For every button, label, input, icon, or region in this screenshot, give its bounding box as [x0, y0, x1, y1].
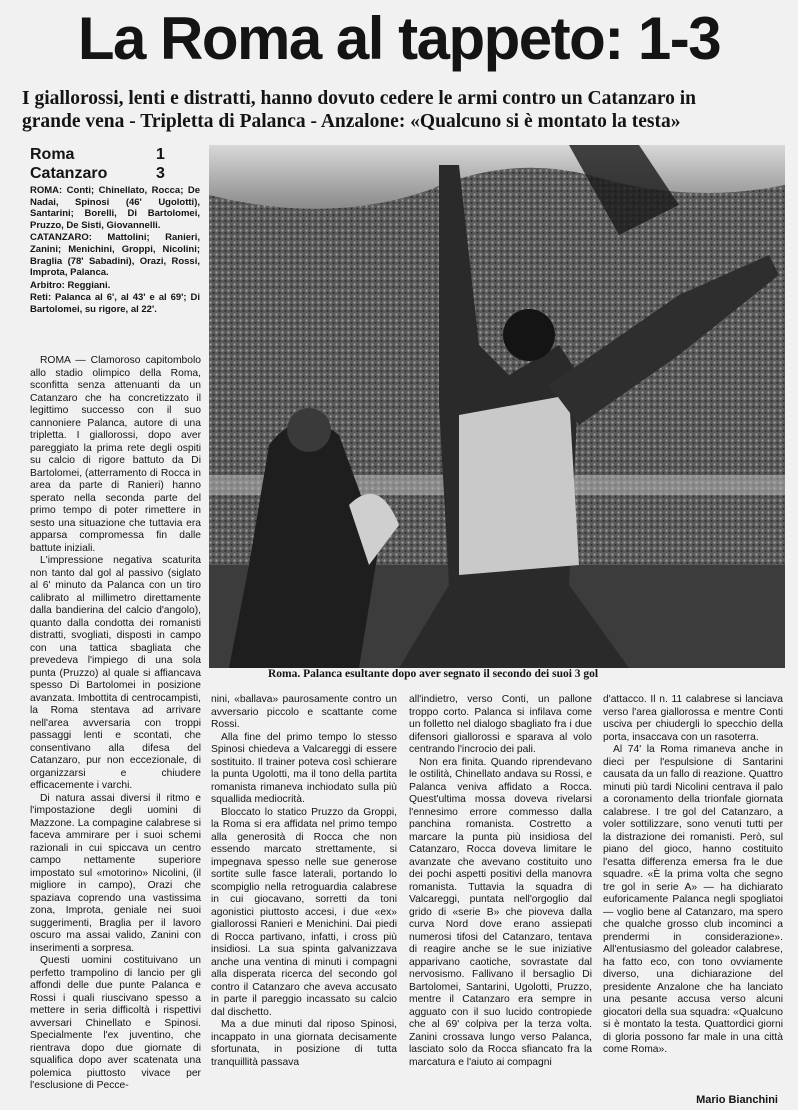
- goal-scorers: Reti: Palanca al 6', al 43' e al 69'; Di Bartolomei, su rigore, al 22'.: [30, 292, 200, 315]
- article-paragraph: Alla fine del primo tempo lo stesso Spinosi chiedeva a Valcareggi di essere sostituito. Il trainer poteva così schierare la punta Ugolotti, ma il tono della partita romanista rimaneva inchiodato sulla più squallida mediocrità.: [211, 731, 397, 805]
- match-photo: [209, 145, 785, 668]
- article-paragraph: Al 74' la Roma rimaneva anche in dieci per l'espulsione di Santarini causata da un fallo di reazione. Quattro minuti più tardi Nicolini centrava il palo a coronamento della trionfale giornata calabrese. I tre gol del Catanzaro, a voler sottilizzare, sono venuti tutti per la distrazione dei romanisti. Però, sul piano del gioco, hanno costituito l'esatta differenza emersa fra le due squadre. «È la prima volta che segno tre gol in serie A» — ha dichiarato euforicamente Palanca negli spogliatoi — voglio bene al Catanzaro, ma spero che qualche grosso club incominci a prendermi in considerazione». All'entusiasmo del goleador calabrese, ha fatto eco, con tono ovviamente diverso, una dichiarazione del presidente Anzalone che ha lanciato una pesante accusa verso alcuni giocatori della sua squadra: «Qualcuno si è montato la testa. Quattordici giorni di gloria possono far male in una città come Roma».: [603, 744, 783, 1055]
- article-paragraph: Ma a due minuti dal riposo Spinosi, incappato in una giornata decisamente sfortunata, in posizione di tutta tranquillità passava: [211, 1019, 397, 1068]
- home-goals: 1: [156, 146, 165, 163]
- article-paragraph: Questi uomini costituivano un perfetto trampolino di lancio per gli affondi delle due punte Palanca e Rossi i quali riuscivano spesso a mettere in seria difficoltà i rispettivi avversari Chinellato e Spinosi. Specialmente l'ex juventino, che rientrava dopo due giornate di squalifica dopo aver scatenata una polemica piuttosto vivace per l'esclusione di Pecce-: [30, 955, 201, 1091]
- article-paragraph: ROMA — Clamoroso capitombolo allo stadio olimpico della Roma, sconfitta senza attenuanti da un Catanzaro che ha concretizzato il legittimo successo con il suo cannoniere Palanca, autore di una tripletta. I giallorossi, dopo aver pareggiato la prima rete degli ospiti su calcio di rigore battuto da Di Bartolomei, (atterramento di Rocca in area da parte di Ranieri) hanno sperato nella seconda parte del primo tempo di poter rimettere in sesto una situazione che tuttavia era apparsa compromessa fin dalle battute iniziali.: [30, 355, 201, 554]
- headline: La Roma al tappeto: 1-3: [77, 5, 721, 72]
- article-paragraph: all'indietro, verso Conti, un pallone troppo corto. Palanca si infilava come un folletto nel dialogo sbagliato fra i due difensori giallorossi e sparava al volo centrando l'incrocio dei pali.: [409, 694, 592, 755]
- away-goals: 3: [156, 165, 165, 182]
- author-signature: Mario Bianchini: [696, 1094, 778, 1106]
- article-paragraph: L'impressione negativa scaturita non tanto dal gol al passivo (siglato al 6' minuto da Palanca con un tiro calibrato al millimetro direttamente dalla bandierina del calcio d'angolo), quanto dalla condotta dei romanisti distratti, svogliati, disposti in campo con una tattica sbagliata che prevedeva l'impiego di una sola punta (Pruzzo) al quale si affiancava spesso Di Bartolomei in posizione avanzata. Imbottita di centrocampisti, la Roma stentava ad arrivare nell'area avversaria con troppi passaggi lenti e scontati, che consentivano alla difesa del Catanzaro, pur non eccezionale, di organizzarsi e chiudere efficacemente i varchi.: [30, 555, 201, 791]
- subhead-line-2: grande vena - Tripletta di Palanca - Anzalone: «Qualcuno si è montato la testa»: [22, 111, 681, 132]
- article-column-4: [603, 694, 783, 1057]
- article-paragraph: nini, «ballava» paurosamente contro un avversario piccolo e scattante come Rossi.: [211, 694, 397, 730]
- article-paragraph: d'attacco. Il n. 11 calabrese si lanciava verso l'area giallorossa e mentre Conti usciva per chiudergli lo specchio della porta, insaccava con un rasoterra.: [603, 694, 783, 743]
- photo-caption: Roma. Palanca esultante dopo aver segnato il secondo dei suoi 3 gol: [268, 668, 599, 680]
- palanca-celebrating-image: [209, 145, 785, 668]
- match-lineups: [30, 185, 200, 317]
- article-column-3: [409, 694, 592, 1069]
- lineup-roma: ROMA: Conti; Chinellato, Rocca; De Nadai, Spinosi (46' Ugolotti), Santarini; Borelli, Di Bartolomei, Pruzzo, De Sisti, Giovannelli.: [30, 185, 200, 231]
- away-team: Catanzaro: [30, 165, 108, 182]
- subhead-line-1: I giallorossi, lenti e distratti, hanno dovuto cedere le armi contro un Catanzaro in: [22, 88, 697, 109]
- article-paragraph: Di natura assai diversi il ritmo e l'impostazione degli uomini di Mazzone. La compagine calabrese si faceva ammirare per i suoi schemi razionali in cui spiccava un centro campo nettamente superiore impostato sul «motorino» Nicolini, (il migliore in campo), Orazi che spaziava coprendo una vastissima zona, Improta, geniale nei suoi suggerimenti, Braglia per il lavoro oscuro ma assai valido, Zanini con inserimenti a sorpresa.: [30, 792, 201, 954]
- article-paragraph: Non era finita. Quando riprendevano le ostilità, Chinellato andava su Rossi, e Palanca veniva affidato a Rocca. Quest'ultima mossa doveva rivelarsi l'ennesimo errore commesso dalla panchina romanista. Costretto a marcare la punta più insidiosa del Catanzaro, Rocca doveva limitare le avanzate che avevano costituito uno dei pochi aspetti positivi della manovra romanista. Tuttavia la squadra di Valcareggi, puntata nell'orgoglio dal grido di «serie B» che pioveva dalla curva Nord dove erano assiepati numerosi tifosi del Catanzaro, tentava di reagire anche se le sue iniziative apparivano caotiche, sovrastate dal nervosismo. Fallivano il bersaglio Di Bartolomei, Santarini, Ugolotti, Pruzzo, mentre il Catanzaro era sempre in agguato con il suo lucido contropiede che al 69' colpiva per la terza volta. Zanini crossava lungo verso Palanca, lasciato solo da Rocca sfiancato fra la marcatura e l'aiuto ai compagni: [409, 756, 592, 1068]
- lineup-catanzaro: CATANZARO: Mattolini; Ranieri, Zanini; Menichini, Groppi, Nicolini; Braglia (78' Sabadini), Orazi, Rossi, Improta, Palanca.: [30, 232, 200, 279]
- article-paragraph: Bloccato lo statico Pruzzo da Groppi, la Roma si era affidata nel primo tempo alla generosità di Rocca che non essendo marcato strettamente, si impegnava spesso nelle sue generose sortite sulle fasce laterali, portando lo scompiglio nella retroguardia calabrese in cui giocavano, sorretti da toni agonistici piuttosto accesi, i due «ex» giallorossi Ranieri e Menichini. Dai piedi di Rocca partivano, infatti, i cross più insidiosi. La sua spinta galvanizzava anche una ventina di minuti i compagni alla disperata ricerca del secondo gol contro il Catanzaro che aveva accusato in parte il pareggio incassato su calcio dal dischetto.: [211, 806, 397, 1018]
- referee: Arbitro: Reggiani.: [30, 279, 111, 291]
- article-column-1: [30, 355, 201, 1093]
- subheadline: [22, 87, 782, 133]
- article-column-2: [211, 694, 397, 1069]
- home-team: Roma: [30, 146, 75, 163]
